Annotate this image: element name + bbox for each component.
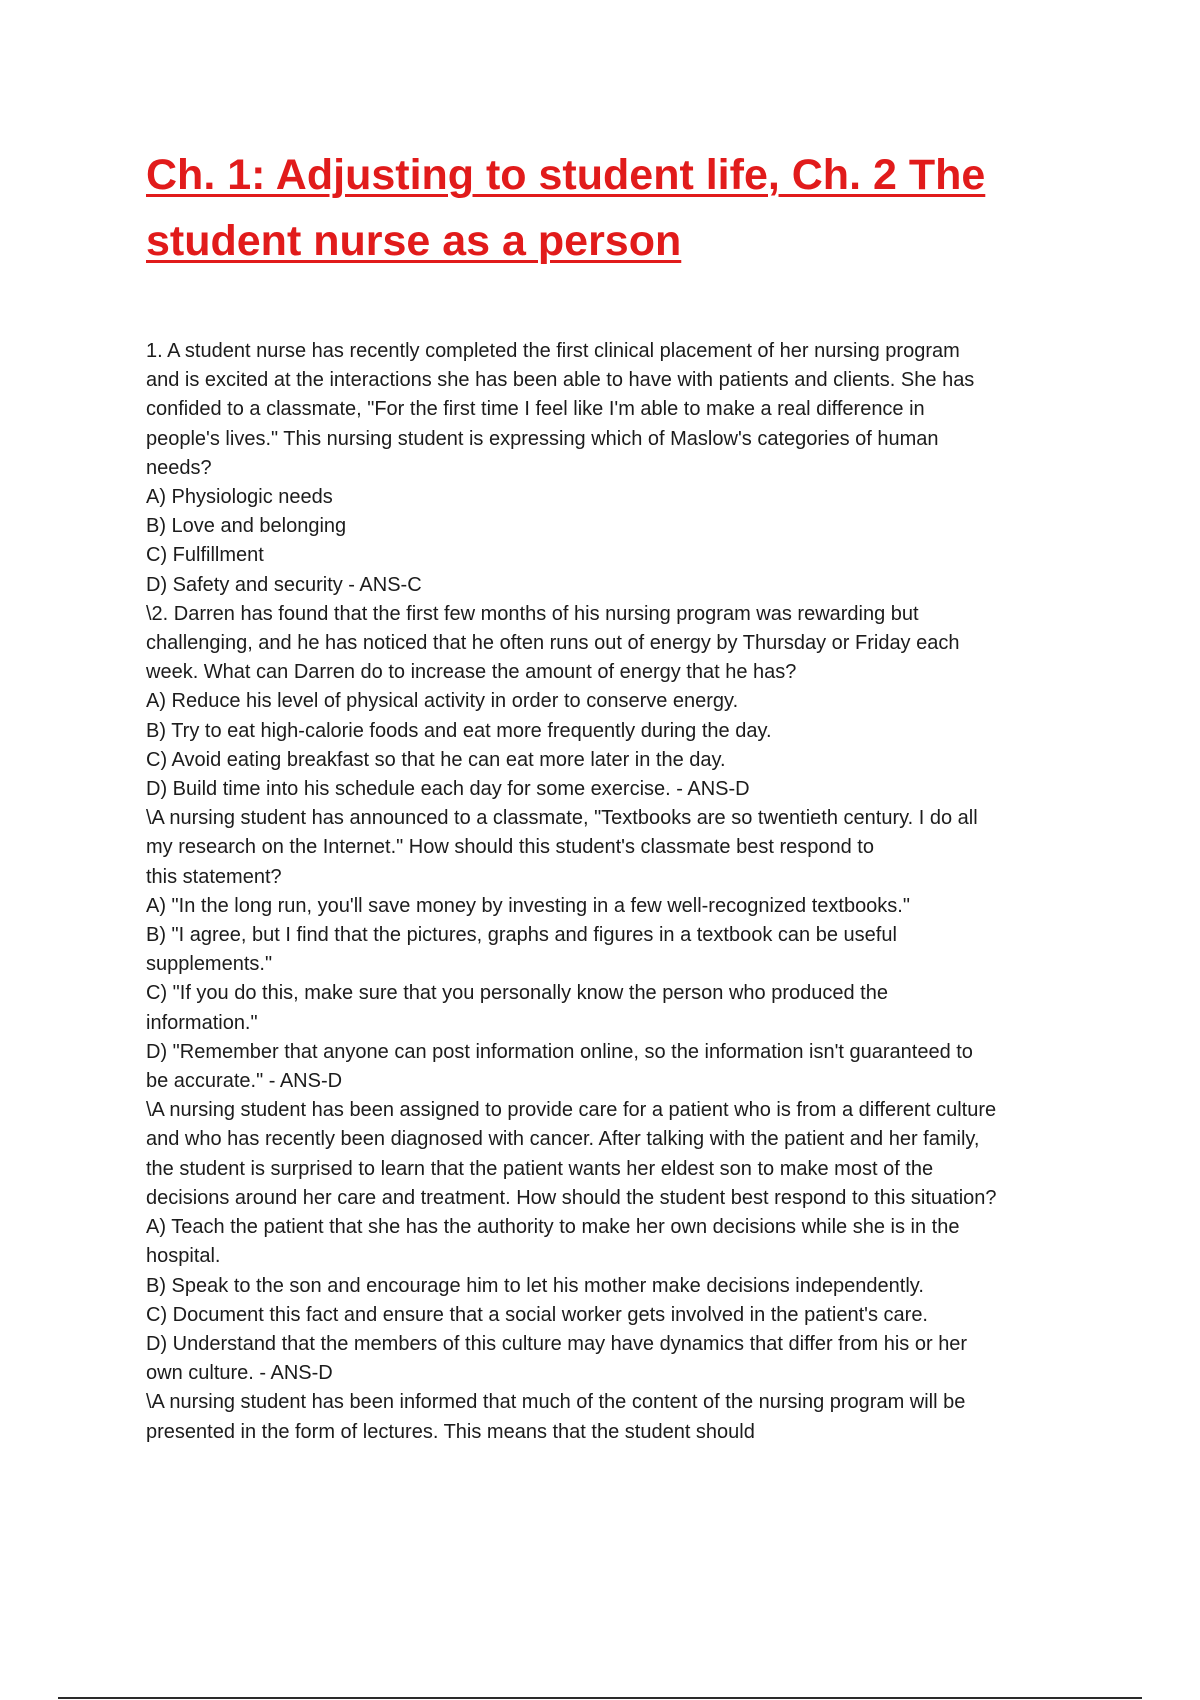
text-line: \2. Darren has found that the first few months of his nursing program was rewarding but: [146, 602, 919, 625]
answer-option: C) Fulfillment: [146, 544, 264, 567]
answer-option: A) Reduce his level of physical activity in order to conserve energy.: [146, 690, 739, 713]
answer-option: D) Safety and security - ANS-C: [146, 573, 422, 596]
footer-divider: [58, 1697, 1142, 1699]
answer-option: B) Speak to the son and encourage him to let his mother make decisions independently.: [146, 1274, 924, 1297]
text-line: confided to a classmate, "For the first time I feel like I'm able to make a real difference in: [146, 398, 925, 421]
text-line: information.": [146, 1011, 258, 1034]
text-line: hospital.: [146, 1245, 221, 1268]
text-line: people's lives." This nursing student is expressing which of Maslow's categories of human: [146, 427, 939, 450]
answer-option: C) Avoid eating breakfast so that he can eat more later in the day.: [146, 748, 726, 771]
document-title: [146, 142, 1086, 274]
text-line: week. What can Darren do to increase the amount of energy that he has?: [146, 661, 797, 684]
answer-option: D) Build time into his schedule each day for some exercise. - ANS-D: [146, 778, 750, 801]
text-line: the student is surprised to learn that the patient wants her eldest son to make most of the: [146, 1157, 934, 1180]
answer-option: D) "Remember that anyone can post information online, so the information isn't guaranteed to: [146, 1040, 973, 1063]
answer-option: D) Understand that the members of this culture may have dynamics that differ from his or her: [146, 1332, 968, 1355]
answer-option: B) "I agree, but I find that the pictures, graphs and figures in a textbook can be useful: [146, 924, 897, 947]
text-line: presented in the form of lectures. This means that the student should: [146, 1420, 755, 1443]
text-line: needs?: [146, 456, 212, 479]
question-body: [146, 337, 1106, 1447]
answer-option: C) Document this fact and ensure that a social worker gets involved in the patient's care.: [146, 1303, 928, 1326]
answer-option: B) Try to eat high-calorie foods and eat more frequently during the day.: [146, 719, 772, 742]
text-line: and is excited at the interactions she has been able to have with patients and clients. She has: [146, 369, 975, 392]
text-line: challenging, and he has noticed that he often runs out of energy by Thursday or Friday each: [146, 632, 960, 655]
title-line-2: student nurse as a person: [146, 217, 682, 265]
answer-option: A) Physiologic needs: [146, 486, 333, 509]
text-line: decisions around her care and treatment. How should the student best respond to this situation?: [146, 1186, 997, 1209]
text-line: my research on the Internet." How should this student's classmate best respond to: [146, 836, 874, 859]
answer-option: A) Teach the patient that she has the authority to make her own decisions while she is in the: [146, 1216, 960, 1239]
text-line: own culture. - ANS-D: [146, 1362, 333, 1385]
text-line: \A nursing student has been informed that much of the content of the nursing program will be: [146, 1391, 966, 1414]
answer-option: B) Love and belonging: [146, 515, 347, 538]
title-line-1: Ch. 1: Adjusting to student life, Ch. 2 The: [146, 151, 986, 199]
answer-option: A) "In the long run, you'll save money by investing in a few well-recognized textbooks.": [146, 894, 910, 917]
text-line: \A nursing student has been assigned to provide care for a patient who is from a different culture: [146, 1099, 997, 1122]
text-line: \A nursing student has announced to a classmate, "Textbooks are so twentieth century. I do all: [146, 807, 978, 830]
text-line: be accurate." - ANS-D: [146, 1070, 343, 1093]
text-line: this statement?: [146, 865, 282, 888]
text-line: and who has recently been diagnosed with cancer. After talking with the patient and her family,: [146, 1128, 980, 1151]
text-line: 1. A student nurse has recently completed the first clinical placement of her nursing program: [146, 340, 960, 362]
answer-option: C) "If you do this, make sure that you personally know the person who produced the: [146, 982, 888, 1005]
text-line: supplements.": [146, 953, 273, 976]
